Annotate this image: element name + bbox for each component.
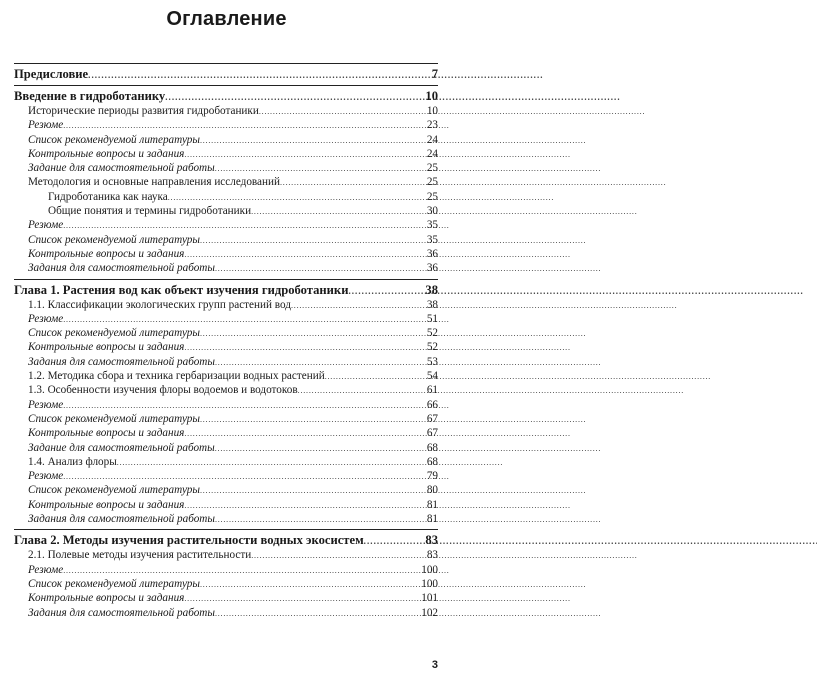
toc-entry-title: Задания для самостоятельной работы [28,606,215,619]
chapter-separator [14,63,438,64]
toc-entry-page: 25 [426,162,438,175]
toc-entry[interactable] [14,233,438,247]
toc-entry-title: Резюме [28,219,64,232]
leader-dots [88,66,431,83]
toc-entry[interactable] [14,218,438,232]
toc-entry-title: Список рекомендуемой литературы [28,412,200,425]
toc-entry[interactable] [14,104,438,118]
toc-entry-title: Введение в гидроботанику [14,89,166,103]
toc-entry-title: Список рекомендуемой литературы [28,133,200,146]
toc-chapter-entry[interactable] [14,532,438,548]
toc-entry-page: 66 [426,398,438,411]
leader-dots [200,483,426,498]
toc-entry-title: Задания для самостоятельной работы [28,262,215,275]
toc-entry[interactable] [14,175,438,189]
page-title: Оглавление [166,8,287,30]
toc-entry-title: Исторические периоды развития гидроботаники [28,105,259,117]
toc-entry-title: 2.1. Полевые методы изучения растительности [28,549,252,562]
leader-dots [200,233,426,248]
leader-dots [184,247,425,262]
leader-dots [184,498,425,513]
toc-entry[interactable] [14,369,438,383]
toc-entry-page: 51 [426,312,438,325]
toc-entry-page: 52 [426,327,438,340]
toc-entry-page: 68 [426,455,438,468]
toc-entry-page: 81 [426,498,438,511]
leader-dots [291,298,426,313]
toc-entry-page: 101 [421,592,438,605]
toc-entry-title: 1.2. Методика сбора и техника гербаризации водных растений [28,370,325,383]
toc-entry-page: 36 [426,262,438,275]
leader-dots [200,577,420,592]
toc-entry[interactable] [14,548,438,562]
leader-dots [280,175,426,190]
toc-entry-title: Резюме [28,312,64,325]
toc-entry[interactable] [14,161,438,175]
toc-entry[interactable] [14,563,438,577]
toc-entry-title: Резюме [28,563,64,576]
toc-entry-page: 23 [426,119,438,132]
toc-entry-title: Контрольные вопросы и задания [28,427,185,440]
toc-entry[interactable] [14,326,438,340]
toc-entry-page: 83 [425,533,438,548]
toc-entry[interactable] [14,340,438,354]
leader-dots [215,161,426,176]
leader-dots [215,512,426,527]
toc-entry-page: 25 [426,176,438,189]
leader-dots [184,591,420,606]
toc-entry[interactable] [14,412,438,426]
leader-dots [298,383,426,398]
toc-entry-title: Резюме [28,119,64,132]
leader-dots [63,563,420,578]
toc-entry-title: Задание для самостоятельной работы [28,441,215,454]
chapter-separator [14,279,438,280]
toc-entry-title: Предисловие [14,67,89,81]
chapter-separator [14,529,438,530]
toc-entry-title: Методология и основные направления исследований [28,176,280,189]
toc-entry-page: 53 [426,355,438,368]
leader-dots [184,426,425,441]
toc-entry-title: 1.3. Особенности изучения флоры водоемов и водотоков [28,384,298,397]
toc-entry-title: Резюме [28,398,64,411]
page-number: 3 [431,659,438,671]
leader-dots [63,469,426,484]
toc-entry-page: 67 [426,427,438,440]
toc-entry-title: Список рекомендуемой литературы [28,233,200,246]
leader-dots [215,355,426,370]
toc-entry[interactable] [14,455,438,469]
toc-entry-title: Задания для самостоятельной работы [28,355,215,368]
leader-dots [165,88,424,105]
toc-entry[interactable] [14,355,438,369]
toc-entry[interactable] [14,606,438,620]
toc-entry-title: Контрольные вопросы и задания [28,498,185,511]
toc-entry-page: 54 [426,370,438,383]
toc-entry[interactable] [14,498,438,512]
toc-entry[interactable] [14,469,438,483]
leader-dots [215,606,420,621]
toc-entry-title: Гидроботаника как наука [48,190,168,203]
toc-entry[interactable] [14,133,438,147]
leader-dots [117,455,426,470]
toc-entry[interactable] [14,383,438,397]
leader-dots [259,104,426,119]
toc-chapter-entry[interactable] [14,66,438,82]
leader-dots [63,218,426,233]
toc-entry-page: 35 [426,219,438,232]
toc-entry-page: 79 [426,470,438,483]
toc-chapter-entry[interactable] [14,282,438,298]
toc-entry-title: Глава 2. Методы изучения растительности водных экосистем [14,533,364,548]
toc-entry-page: 25 [426,190,438,203]
toc-entry-page: 52 [426,341,438,354]
toc-entry-title: Список рекомендуемой литературы [28,327,200,340]
toc-entry-page: 100 [421,563,438,576]
toc-entry[interactable] [14,261,438,275]
leader-dots [251,204,426,219]
toc-entry-page: 10 [425,89,438,103]
toc-entry-page: 81 [426,513,438,526]
leader-dots [251,548,426,563]
toc-entry-page: 35 [426,233,438,246]
toc-entry[interactable] [14,190,438,204]
leader-dots [200,412,426,427]
leader-dots [215,261,426,276]
toc-entry[interactable] [14,298,438,312]
leader-dots [168,190,426,205]
toc-entry[interactable] [14,312,438,326]
toc-entry-page: 67 [426,412,438,425]
leader-dots [215,441,426,456]
toc-entry[interactable] [14,483,438,497]
toc-entry[interactable] [14,512,438,526]
toc-entry[interactable] [14,426,438,440]
toc-entry-page: 30 [426,205,438,218]
chapter-separator [14,85,438,86]
toc-entry[interactable] [14,247,438,261]
leader-dots [200,133,426,148]
leader-dots [184,147,425,162]
leader-dots [200,326,426,341]
table-of-contents [14,60,438,620]
toc-entry-page: 36 [426,247,438,260]
leader-dots [325,369,426,384]
leader-dots [364,532,425,549]
leader-dots [63,398,426,413]
toc-entry-title: Список рекомендуемой литературы [28,484,200,497]
toc-entry-title: Контрольные вопросы и задания [28,247,185,260]
toc-entry-title: Резюме [28,470,64,483]
toc-entry-title: Контрольные вопросы и задания [28,592,185,605]
toc-entry-page: 68 [426,441,438,454]
toc-entry-page: 61 [426,384,438,397]
toc-entry[interactable] [14,577,438,591]
toc-entry-page: 24 [426,147,438,160]
toc-entry[interactable] [14,147,438,161]
toc-entry[interactable] [14,441,438,455]
toc-entry-page: 102 [421,606,438,619]
toc-entry-title: Задания для самостоятельной работы [28,513,215,526]
toc-entry-title: Общие понятия и термины гидроботаники [48,205,252,218]
toc-entry-page: 38 [426,298,438,311]
toc-entry-title: Задание для самостоятельной работы [28,162,215,175]
toc-entry-title: Контрольные вопросы и задания [28,147,185,160]
leader-dots [63,118,426,133]
toc-entry[interactable] [14,591,438,605]
toc-entry[interactable] [14,118,438,132]
leader-dots [348,282,424,299]
toc-entry-title: 1.1. Классификации экологических групп растений вод [28,298,291,311]
toc-entry-title: Список рекомендуемой литературы [28,577,200,590]
toc-entry-page: 10 [426,105,438,117]
leader-dots [184,340,425,355]
toc-entry-page: 24 [426,133,438,146]
toc-entry-title: Глава 1. Растения вод как объект изучения гидроботаники [14,282,349,297]
leader-dots [63,312,426,327]
toc-entry-page: 38 [425,282,438,297]
toc-entry-title: 1.4. Анализ флоры [28,455,117,468]
toc-entry-page: 83 [426,549,438,562]
toc-entry-page: 80 [426,484,438,497]
toc-chapter-entry[interactable] [14,88,438,104]
toc-entry-page: 100 [421,577,438,590]
toc-entry-title: Контрольные вопросы и задания [28,341,185,354]
toc-entry-page: 7 [431,67,438,81]
toc-entry[interactable] [14,398,438,412]
toc-entry[interactable] [14,204,438,218]
